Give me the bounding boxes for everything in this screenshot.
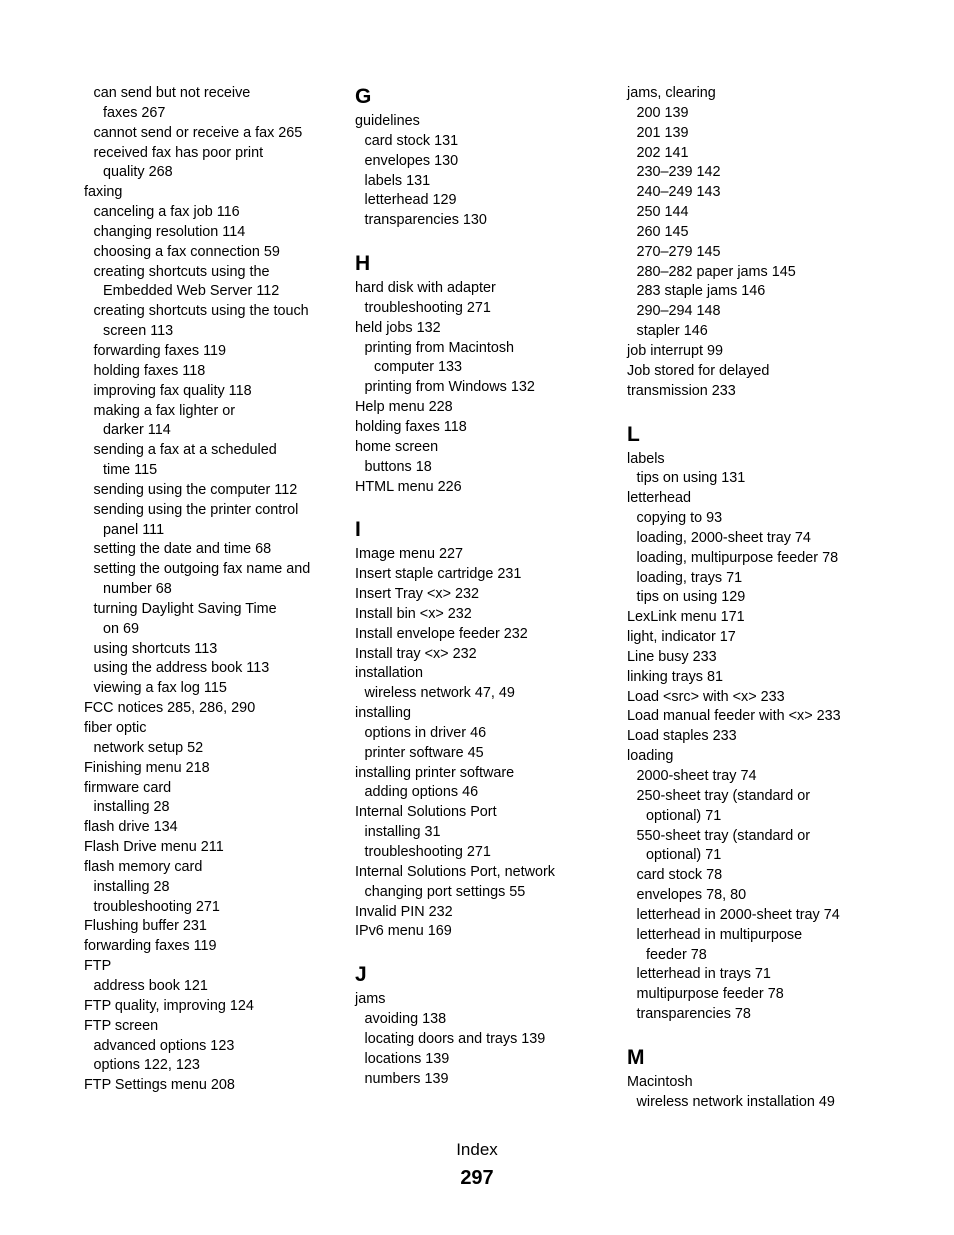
index-subentry: on 69 — [103, 620, 140, 637]
index-entry: forwarding faxes 119 — [84, 938, 217, 955]
index-subentry: 260 145 — [636, 223, 689, 240]
index-entry: Install envelope feeder 232 — [355, 625, 528, 642]
index-subentry: 550-sheet tray (standard or — [636, 827, 811, 844]
index-subentry: time 115 — [103, 462, 158, 479]
index-subentry: 202 141 — [636, 144, 689, 161]
index-subentry: using the address book 113 — [93, 660, 270, 677]
index-subentry: optional) 71 — [646, 807, 722, 824]
index-subentry: 280–282 paper jams 145 — [636, 263, 796, 280]
index-entry: FTP — [84, 958, 112, 975]
index-subentry: Embedded Web Server 112 — [103, 283, 280, 300]
index-subentry: transparencies 130 — [364, 212, 487, 229]
index-entry: Load manual feeder with <x> 233 — [627, 708, 841, 725]
index-letter-heading: H — [355, 252, 371, 276]
index-subentry: loading, 2000-sheet tray 74 — [636, 529, 811, 546]
index-entry: fiber optic — [84, 720, 147, 736]
index-entry: FTP Settings menu 208 — [84, 1077, 235, 1094]
index-letter-heading: J — [355, 963, 367, 987]
index-entry: Insert staple cartridge 231 — [355, 566, 522, 583]
index-entry: letterhead — [627, 490, 692, 507]
index-subentry: setting the outgoing fax name and — [93, 561, 311, 578]
index-entry: home screen — [355, 438, 439, 455]
index-subentry: 283 staple jams 146 — [636, 283, 766, 300]
index-subentry: creating shortcuts using the — [93, 263, 270, 280]
index-letter-heading: I — [355, 518, 361, 542]
index-entry: FCC notices 285, 286, 290 — [84, 700, 256, 717]
index-subentry: advanced options 123 — [93, 1037, 235, 1054]
index-subentry: 200 139 — [636, 104, 689, 121]
index-subentry: tips on using 129 — [636, 589, 746, 606]
index-entry: faxing — [84, 184, 123, 201]
index-subentry: faxes 267 — [103, 104, 166, 121]
index-subentry: numbers 139 — [364, 1070, 449, 1087]
index-entry: Load <src> with <x> 233 — [627, 688, 785, 705]
index-subentry: cannot send or receive a fax 265 — [93, 124, 303, 141]
index-entry: Finishing menu 218 — [84, 759, 210, 776]
index-subentry: sending a fax at a scheduled — [93, 442, 277, 459]
index-column-1 — [84, 84, 334, 1096]
index-subentry: letterhead in multipurpose — [636, 926, 803, 943]
index-subentry: transparencies 78 — [636, 1006, 751, 1023]
index-subentry: address book 121 — [93, 977, 208, 994]
index-subentry: loading, multipurpose feeder 78 — [636, 549, 839, 566]
index-entry: Internal Solutions Port, network — [355, 863, 555, 880]
index-subentry: 270–279 145 — [636, 243, 721, 260]
index-subentry: labels 131 — [364, 172, 431, 189]
index-subentry: 2000-sheet tray 74 — [636, 768, 757, 784]
index-entry: transmission 233 — [627, 382, 736, 399]
index-subentry: improving fax quality 118 — [93, 382, 252, 399]
footer-section-label: Index — [456, 1140, 498, 1159]
page-number: 297 — [460, 1167, 494, 1189]
index-entry: Help menu 228 — [355, 399, 453, 416]
index-entry: Flushing buffer 231 — [84, 918, 207, 935]
index-subentry: printing from Macintosh — [364, 339, 515, 356]
index-subentry: setting the date and time 68 — [93, 541, 272, 558]
index-entry: holding faxes 118 — [355, 418, 467, 435]
index-subentry: locating doors and trays 139 — [364, 1030, 546, 1047]
index-subentry: envelopes 78, 80 — [636, 887, 747, 904]
index-entry: firmware card — [84, 779, 172, 796]
index-subentry: 240–249 143 — [636, 184, 721, 201]
index-entry: hard disk with adapter — [355, 280, 496, 297]
index-subentry: making a fax lighter or — [93, 402, 236, 419]
index-subentry: can send but not receive — [93, 85, 251, 101]
index-entry: Internal Solutions Port — [355, 804, 497, 821]
index-entry: Load staples 233 — [627, 728, 737, 745]
index-subentry: installing 31 — [364, 824, 441, 841]
index-subentry: loading, trays 71 — [636, 569, 743, 586]
index-subentry: tips on using 131 — [636, 470, 746, 487]
index-subentry: optional) 71 — [646, 847, 722, 864]
index-letter-heading: M — [627, 1045, 645, 1069]
index-subentry: multipurpose feeder 78 — [636, 986, 784, 1003]
index-letter-heading: L — [627, 422, 640, 446]
index-subentry: sending using the printer control — [93, 501, 299, 518]
index-subentry: panel 111 — [103, 521, 165, 538]
index-subentry: screen 113 — [103, 323, 174, 340]
index-entry: FTP screen — [84, 1017, 159, 1034]
index-subentry: troubleshooting 271 — [364, 844, 491, 860]
index-subentry: troubleshooting 271 — [364, 299, 491, 316]
index-entry: Flash Drive menu 211 — [84, 839, 224, 856]
index-entry: Job stored for delayed — [627, 362, 770, 379]
index-column-3 — [627, 84, 877, 1113]
index-subentry: card stock 131 — [364, 132, 459, 149]
index-subentry: printer software 45 — [364, 744, 484, 761]
index-entry: jams — [355, 991, 386, 1008]
index-subentry: using shortcuts 113 — [93, 640, 218, 657]
index-subentry: network setup 52 — [93, 739, 204, 756]
index-entry: Install tray <x> 232 — [355, 645, 477, 662]
index-entry: jams, clearing — [627, 85, 716, 101]
index-entry: Invalid PIN 232 — [355, 903, 453, 920]
index-subentry: copying to 93 — [636, 510, 723, 527]
index-entry: guidelines — [355, 113, 420, 129]
index-entry: Insert Tray <x> 232 — [355, 586, 479, 603]
index-subentry: buttons 18 — [364, 458, 432, 475]
index-entry: linking trays 81 — [627, 668, 723, 685]
index-entry: installing printer software — [355, 764, 515, 781]
index-entry: labels — [627, 450, 665, 467]
index-subentry: wireless network installation 49 — [636, 1093, 835, 1110]
index-entry: job interrupt 99 — [627, 342, 723, 359]
index-subentry: 250 144 — [636, 204, 689, 221]
index-subentry: changing resolution 114 — [93, 223, 246, 240]
index-subentry: turning Daylight Saving Time — [93, 600, 277, 617]
index-subentry: printing from Windows 132 — [364, 379, 535, 396]
index-subentry: holding faxes 118 — [93, 362, 206, 379]
index-subentry: wireless network 47, 49 — [364, 685, 515, 702]
index-subentry: computer 133 — [374, 359, 462, 376]
index-letter-heading: G — [355, 85, 372, 108]
index-subentry: adding options 46 — [364, 784, 479, 801]
index-subentry: card stock 78 — [636, 867, 723, 884]
index-entry: flash memory card — [84, 858, 203, 875]
index-entry: Macintosh — [627, 1073, 693, 1090]
index-entry: installation — [355, 665, 423, 682]
index-entry: light, indicator 17 — [627, 629, 736, 646]
index-entry: Install bin <x> 232 — [355, 605, 472, 622]
index-entry: flash drive 134 — [84, 819, 178, 836]
index-subentry: changing port settings 55 — [364, 883, 526, 900]
index-subentry: avoiding 138 — [364, 1011, 447, 1028]
index-subentry: darker 114 — [103, 422, 171, 439]
index-subentry: letterhead 129 — [364, 192, 457, 209]
index-column-2 — [355, 84, 605, 1089]
index-entry: loading — [627, 748, 674, 765]
index-subentry: forwarding faxes 119 — [93, 342, 227, 359]
index-entry: Line busy 233 — [627, 648, 717, 665]
index-subentry: options in driver 46 — [364, 724, 487, 741]
index-subentry: choosing a fax connection 59 — [93, 243, 280, 260]
index-subentry: stapler 146 — [636, 323, 708, 340]
index-entry: HTML menu 226 — [355, 478, 462, 495]
index-entry: Image menu 227 — [355, 546, 464, 563]
index-entry: IPv6 menu 169 — [355, 923, 452, 940]
index-subentry: envelopes 130 — [364, 152, 459, 169]
index-subentry: viewing a fax log 115 — [93, 680, 227, 697]
index-entry: LexLink menu 171 — [627, 609, 745, 626]
index-subentry: feeder 78 — [646, 946, 707, 963]
index-subentry: installing 28 — [93, 799, 170, 816]
index-subentry: installing 28 — [93, 878, 170, 895]
index-subentry: 290–294 148 — [636, 303, 721, 320]
index-entry: held jobs 132 — [355, 319, 441, 336]
index-subentry: creating shortcuts using the touch — [93, 303, 309, 320]
index-subentry: quality 268 — [103, 164, 173, 181]
index-entry: installing — [355, 705, 411, 722]
index-subentry: locations 139 — [364, 1050, 450, 1067]
index-subentry: 230–239 142 — [636, 164, 721, 181]
index-subentry: received fax has poor print — [93, 144, 264, 161]
index-entry: FTP quality, improving 124 — [84, 997, 254, 1014]
index-subentry: troubleshooting 271 — [93, 898, 220, 915]
index-subentry: options 122, 123 — [93, 1057, 200, 1074]
index-subentry: sending using the computer 112 — [93, 481, 298, 498]
index-subentry: 250-sheet tray (standard or — [636, 787, 811, 804]
index-subentry: letterhead in trays 71 — [636, 966, 771, 983]
index-subentry: 201 139 — [636, 124, 689, 141]
index-subentry: letterhead in 2000-sheet tray 74 — [636, 906, 840, 923]
index-subentry: canceling a fax job 116 — [93, 204, 240, 221]
index-subentry: number 68 — [103, 581, 172, 598]
